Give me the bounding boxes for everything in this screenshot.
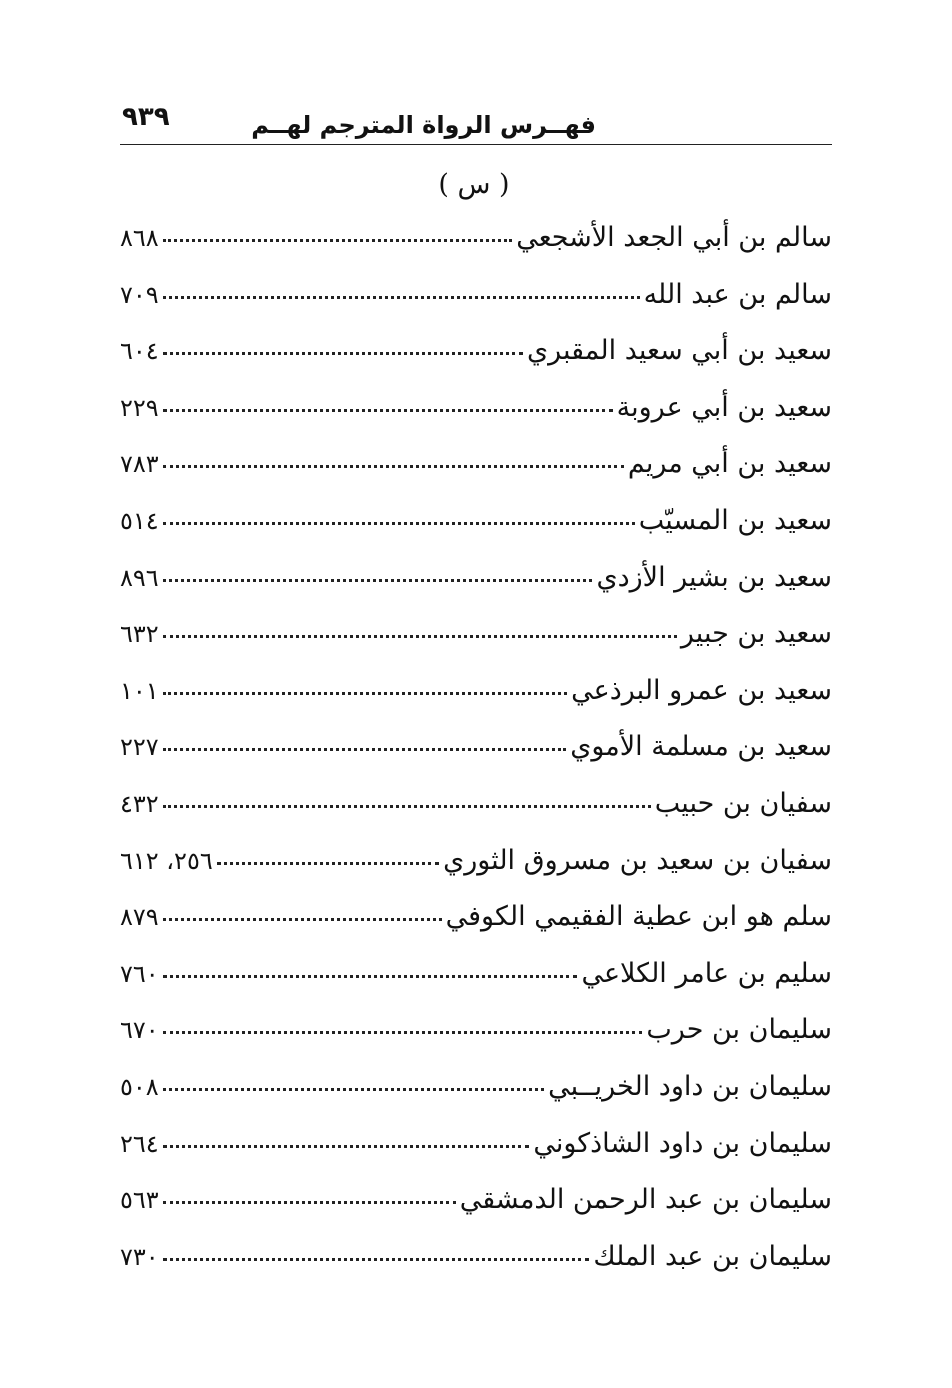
dot-leader — [163, 635, 677, 638]
entry-pages: ٧٠٩ — [120, 280, 159, 309]
entry-name: سالم بن أبي الجعد الأشجعي — [516, 222, 832, 253]
dot-leader — [163, 1201, 456, 1204]
index-entry — [120, 1237, 832, 1294]
index-entry — [120, 727, 832, 784]
entry-pages: ٨٧٩ — [120, 903, 159, 932]
dot-leader — [163, 975, 578, 978]
entry-name: سعيد بن بشير الأزدي — [596, 561, 832, 593]
section-heading — [0, 168, 952, 202]
section-letter: ( س ) — [438, 169, 510, 200]
entry-pages: ٥٦٣ — [120, 1186, 159, 1215]
index-entry-list — [120, 218, 832, 1293]
dot-leader — [163, 296, 640, 299]
entry-name: سعيد بن عمرو البرذعي — [571, 674, 832, 706]
entry-name: سعيد بن مسلمة الأموي — [570, 731, 832, 763]
index-entry — [120, 388, 832, 445]
index-entry — [120, 671, 832, 728]
entry-name: سليمان بن داود الخريــبي — [548, 1070, 832, 1102]
index-entry — [120, 841, 832, 898]
dot-leader — [163, 465, 624, 468]
dot-leader — [163, 1258, 590, 1261]
dot-leader — [163, 1145, 530, 1148]
running-header — [120, 102, 832, 140]
index-entry — [120, 1180, 832, 1237]
entry-pages: ٥١٤ — [120, 506, 159, 535]
entry-name: سفيان بن سعيد بن مسروق الثوري — [443, 844, 832, 876]
entry-pages: ٨٩٦ — [120, 563, 159, 592]
index-entry — [120, 614, 832, 671]
index-entry — [120, 331, 832, 388]
dot-leader — [163, 918, 442, 921]
index-entry — [120, 954, 832, 1011]
entry-name: سعيد بن المسيّب — [638, 504, 832, 536]
entry-pages: ٧٣٠ — [120, 1242, 159, 1271]
index-entry — [120, 218, 832, 275]
dot-leader — [163, 522, 635, 525]
header-title: فهــرس الرواة المترجم لهــم — [251, 111, 596, 139]
page-number: ٩٣٩ — [122, 102, 170, 132]
entry-name: سليمان بن عبد الرحمن الدمشقي — [459, 1184, 832, 1216]
entry-pages: ٦٣٢ — [120, 620, 159, 649]
entry-pages: ٦٧٠ — [120, 1016, 159, 1045]
entry-pages: ٧٦٠ — [120, 959, 159, 988]
dot-leader — [163, 1031, 643, 1034]
dot-leader — [163, 692, 567, 695]
entry-pages: ٨٦٨ — [120, 224, 159, 252]
entry-pages: ١٠١ — [120, 676, 159, 705]
index-entry — [120, 501, 832, 558]
entry-pages: ٢٥٦، ٦١٢ — [120, 846, 213, 875]
entry-name: سليم بن عامر الكلاعي — [581, 957, 832, 989]
dot-leader — [163, 239, 513, 242]
entry-name: سالم بن عبد الله — [643, 278, 832, 310]
entry-pages: ٤٣٢ — [120, 789, 159, 818]
header-rule — [120, 144, 832, 145]
entry-name: سعيد بن أبي مريم — [627, 448, 832, 480]
entry-pages: ٢٢٩ — [120, 393, 159, 422]
dot-leader — [217, 862, 439, 865]
entry-name: سليمان بن حرب — [646, 1014, 832, 1046]
index-entry — [120, 444, 832, 501]
dot-leader — [163, 409, 613, 412]
entry-pages: ٦٠٤ — [120, 337, 159, 366]
entry-name: سليمان بن عبد الملك — [593, 1240, 832, 1272]
index-entry — [120, 558, 832, 615]
dot-leader — [163, 805, 651, 808]
index-entry — [120, 275, 832, 332]
entry-pages: ٥٠٨ — [120, 1072, 159, 1101]
dot-leader — [163, 579, 593, 582]
entry-name: سليمان بن داود الشاذكوني — [533, 1127, 832, 1159]
index-entry — [120, 784, 832, 841]
entry-pages: ٢٦٤ — [120, 1129, 159, 1158]
entry-name: سعيد بن جبير — [680, 618, 832, 650]
index-entry — [120, 1124, 832, 1181]
dot-leader — [163, 748, 567, 751]
entry-name: سفيان بن حبيب — [654, 787, 832, 819]
dot-leader — [163, 1088, 545, 1091]
entry-name: سعيد بن أبي عروبة — [616, 391, 832, 423]
entry-name: سعيد بن أبي سعيد المقبري — [526, 335, 832, 367]
dot-leader — [163, 352, 523, 355]
index-entry — [120, 897, 832, 954]
entry-pages: ٢٢٧ — [120, 733, 159, 762]
entry-pages: ٧٨٣ — [120, 450, 159, 479]
index-entry — [120, 1067, 832, 1124]
index-entry — [120, 1010, 832, 1067]
entry-name: سلم هو ابن عطية الفقيمي الكوفي — [445, 901, 832, 933]
